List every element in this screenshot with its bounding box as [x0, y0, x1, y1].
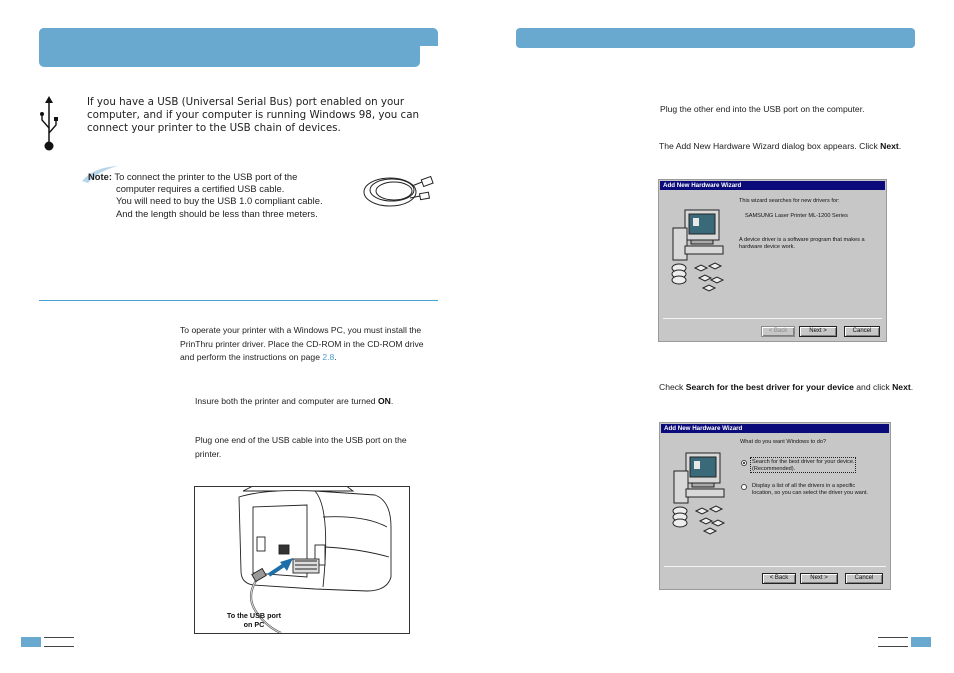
wizard-1-next-button[interactable]: Next >: [799, 326, 837, 337]
usb-intro-text: If you have a USB (Universal Serial Bus) port enabled on your computer, and if your computer is running Windows 98, you can connect your printer to the USB chain of devices.: [87, 96, 420, 135]
page-marker-left: [21, 637, 41, 647]
right-step-1: Plug the other end into the USB port on the computer.: [660, 104, 865, 114]
driver-text-main: To operate your printer with a Windows PC, you must install the PrinThru printer driver. Place the CD-ROM in the CD-ROM drive and perform the instructions on page: [180, 325, 424, 362]
wizard-2-next-button[interactable]: Next >: [800, 573, 838, 584]
wizard-2-option-2-line-1[interactable]: Display a list of all the drivers in a specific: [752, 483, 856, 489]
usb-icon: [38, 96, 60, 152]
wizard-1-intro: This wizard searches for new drivers for:: [739, 198, 840, 204]
computer-wizard-icon-2: [666, 449, 730, 545]
note-block: [88, 171, 358, 220]
page-marker-right-rule-bottom: [878, 646, 908, 647]
right-step-2-bold: Next: [880, 141, 899, 151]
right-step-3-text-a: Check: [659, 382, 686, 392]
wizard-1-desc-2: hardware device work.: [739, 244, 795, 250]
left-step-1-bold: ON: [377, 396, 391, 406]
right-step-2: [659, 140, 914, 154]
note-line-1: To connect the printer to the USB port of the: [114, 171, 298, 182]
left-step-1-end: .: [390, 396, 394, 406]
left-step-1: [195, 395, 435, 409]
wizard-1-cancel-button[interactable]: Cancel: [844, 326, 880, 337]
note-label: Note:: [88, 171, 112, 182]
driver-install-text: [180, 324, 438, 365]
wizard-2-radio-search[interactable]: [741, 460, 747, 466]
page-marker-left-rule-top: [44, 637, 74, 638]
note-line-3: You will need to buy the USB 1.0 compliant cable.: [116, 195, 323, 207]
right-step-3-end: .: [910, 382, 914, 392]
header-bar-left: [39, 28, 420, 67]
page-marker-right-rule-top: [878, 637, 908, 638]
wizard-2-question: What do you want Windows to do?: [740, 439, 827, 445]
wizard-dialog-2: [659, 422, 891, 590]
printer-caption: [209, 611, 299, 629]
wizard-2-option-1-line-1[interactable]: Search for the best driver for your device.: [752, 459, 855, 465]
wizard-2-title: Add New Hardware Wizard: [661, 424, 889, 433]
wizard-1-desc-1: A device driver is a software program that makes a: [739, 237, 865, 243]
wizard-1-device: SAMSUNG Laser Printer ML-1200 Series: [745, 213, 848, 219]
header-bar-right: [516, 28, 915, 48]
wizard-2-cancel-button[interactable]: Cancel: [845, 573, 883, 584]
driver-text-end: .: [334, 352, 337, 362]
right-step-3-bold-a: Search for the best driver for your device: [685, 382, 854, 392]
wizard-2-option-2-line-2[interactable]: location, so you can select the driver you want.: [752, 490, 868, 496]
wizard-dialog-1: [658, 179, 887, 342]
note-line-4: And the length should be less than three meters.: [116, 207, 318, 219]
section-divider: [39, 300, 438, 301]
wizard-2-separator: [664, 566, 886, 567]
printer-illustration: [194, 486, 410, 634]
usb-cable-icon: [360, 166, 440, 212]
note-line-2: computer requires a certified USB cable.: [116, 183, 285, 195]
wizard-2-option-1-line-2[interactable]: (Recommended).: [752, 466, 796, 472]
wizard-2-back-button[interactable]: < Back: [762, 573, 796, 584]
wizard-2-radio-list[interactable]: [741, 484, 747, 490]
wizard-1-separator: [663, 318, 882, 319]
page-marker-right: [911, 637, 931, 647]
left-step-2: Plug one end of the USB cable into the USB port on the printer.: [195, 435, 407, 459]
page-marker-left-rule-bottom: [44, 646, 74, 647]
computer-wizard-icon: [665, 206, 729, 302]
page-reference-link[interactable]: 2.8: [322, 352, 335, 362]
right-step-2-text: The Add New Hardware Wizard dialog box appears. Click: [659, 141, 881, 151]
printer-caption-line-2: on PC: [243, 620, 265, 629]
wizard-1-title: Add New Hardware Wizard: [660, 181, 885, 190]
right-step-3-text-b: and click: [853, 382, 893, 392]
right-step-2-end: .: [898, 141, 902, 151]
right-step-3: [659, 381, 914, 395]
wizard-1-back-button[interactable]: < Back: [761, 326, 795, 337]
left-step-1-text: Insure both the printer and computer are turned: [195, 396, 378, 406]
printer-caption-line-1: To the USB port: [226, 611, 282, 620]
right-step-3-bold-b: Next: [892, 382, 911, 392]
